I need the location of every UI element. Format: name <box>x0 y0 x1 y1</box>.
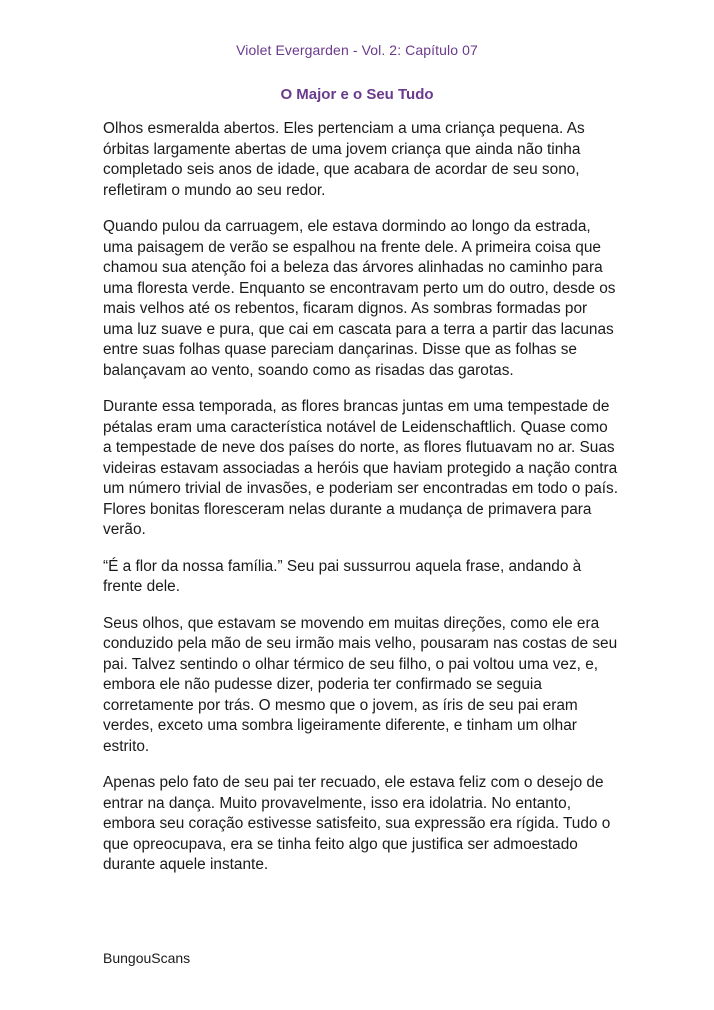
chapter-title: O Major e o Seu Tudo <box>280 86 434 103</box>
paragraph: “É a flor da nossa família.” Seu pai sussurrou aquela frase, andando à frente dele. <box>103 557 582 595</box>
paragraph: Durante essa temporada, as flores brancas juntas em uma tempestade de pétalas eram uma característica notável de Leidenschaftlich. Quase como a tempestade de neve dos países do norte, as flores flutuavam no ar. Suas videiras estavam associadas a heróis que haviam protegido a nação contra um número trivial de invasões, e poderiam ser encontradas em todo o país. Flores bonitas floresceram nelas durante a mudança de primavera para verão. <box>103 398 619 538</box>
paragraph: Seus olhos, que estavam se movendo em muitas direções, como ele era conduzido pela mão de seu irmão mais velho, pousaram nas costas de seu pai. Talvez sentindo o olhar térmico de seu filho, o pai voltou uma vez, e, embora ele não pudesse dizer, poderia ter confirmado se seguia corretamente por trás. O mesmo que o jovem, as íris de seu pai eram verdes, exceto uma sombra ligeiramente diferente, e tinham um olhar estrito. <box>103 614 618 755</box>
footer-credit: BungouScans <box>103 950 191 966</box>
paragraph: Quando pulou da carruagem, ele estava dormindo ao longo da estrada, uma paisagem de verão se espalhou na frente dele. A primeira coisa que chamou sua atenção foi a beleza das árvores alinhadas no caminho para uma floresta verde. Enquanto se encontravam perto um do outro, desde os mais velhos até os rebentos, ficaram dignos. As sombras formadas por uma luz suave e pura, que cai em cascata para a terra a partir das lacunas entre suas folhas quase pareciam dançarinas. Disse que as folhas se balançavam ao vento, soando como as risadas das garotas. <box>103 218 616 379</box>
paragraph: Olhos esmeralda abertos. Eles pertenciam a uma criança pequena. As órbitas largamente abertas de uma jovem criança que ainda não tinha completado seis anos de idade, que acabara de acordar de seu sono, refletiram o mundo ao seu redor. <box>103 120 585 199</box>
running-header: Violet Evergarden - Vol. 2: Capítulo 07 <box>236 42 478 58</box>
chapter-body <box>103 119 619 892</box>
paragraph: Apenas pelo fato de seu pai ter recuado, ele estava feliz com o desejo de entrar na dança. Muito provavelmente, isso era idolatria. No entanto, embora seu coração estivesse satisfeito, sua expressão era rígida. Tudo o que opreocupava, era se tinha feito algo que justifica ser admoestado durante aquele instante. <box>103 774 611 873</box>
